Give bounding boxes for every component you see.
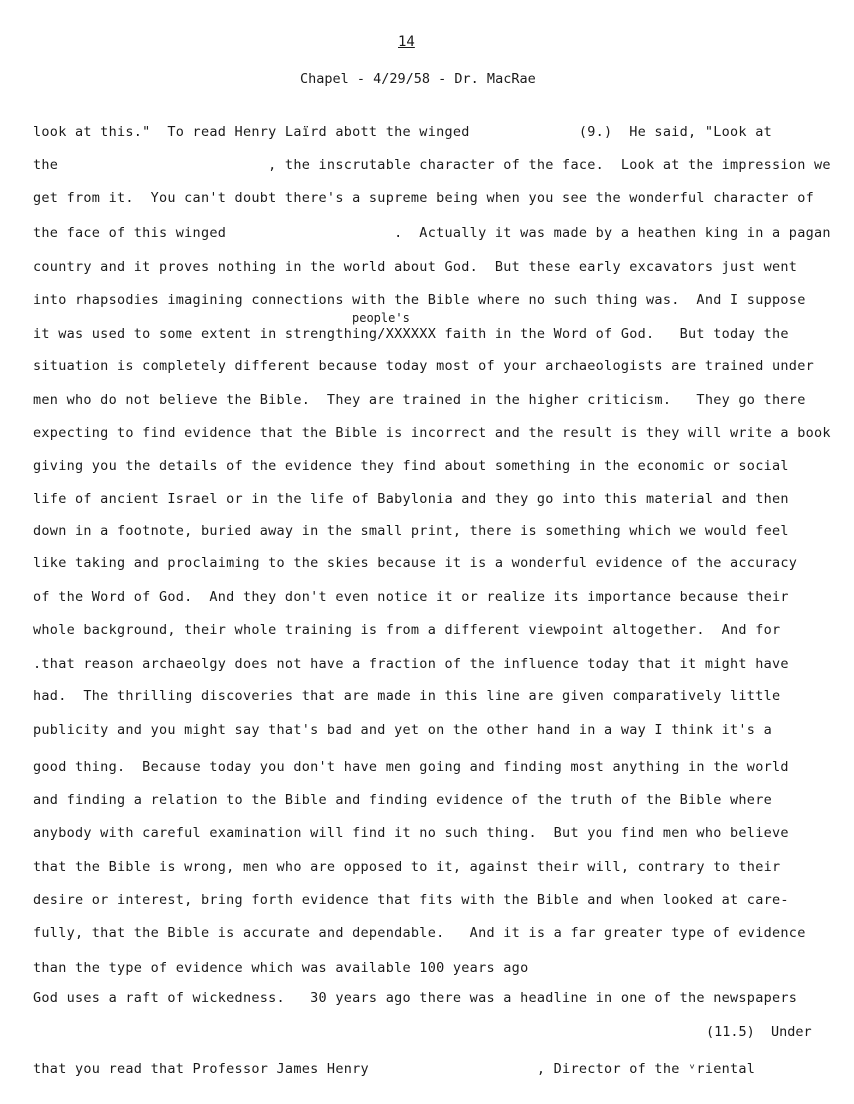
body-line-17: .that reason archaeolgy does not have a fraction of the influence today that it might have — [33, 656, 789, 672]
body-line-8: situation is completely different because today most of your archaeologists are trained under — [33, 358, 814, 374]
body-line-16: whole background, their whole training is from a different viewpoint altogether. And for — [33, 622, 781, 638]
body-line-13: down in a footnote, buried away in the small print, there is something which we would feel — [33, 523, 789, 539]
body-line-24: desire or interest, bring forth evidence that fits with the Bible and when looked at care- — [33, 892, 789, 908]
page-header: Chapel - 4/29/58 - Dr. MacRae — [300, 71, 536, 87]
body-line-5: country and it proves nothing in the world about God. But these early excavators just went — [33, 259, 798, 275]
body-line-25: fully, that the Bible is accurate and dependable. And it is a far greater type of evidence — [33, 925, 806, 941]
body-line-21: and finding a relation to the Bible and finding evidence of the truth of the Bible where — [33, 792, 772, 808]
body-line-2: the , the inscrutable character of the face. Look at the impression we — [33, 157, 831, 173]
body-line-18: had. The thrilling discoveries that are made in this line are given comparatively little — [33, 688, 781, 704]
body-line-10: expecting to find evidence that the Bible is incorrect and the result is they will write a book — [33, 425, 831, 441]
body-line-9: men who do not believe the Bible. They are trained in the higher criticism. They go there — [33, 392, 806, 408]
body-line-4: the face of this winged . Actually it was made by a heathen king in a pagan — [33, 225, 831, 241]
body-line-20: good thing. Because today you don't have men going and finding most anything in the world — [33, 759, 789, 775]
margin-note: (11.5) Under — [706, 1024, 812, 1040]
body-line-23: that the Bible is wrong, men who are opposed to it, against their will, contrary to their — [33, 859, 781, 875]
body-line-14: like taking and proclaiming to the skies because it is a wonderful evidence of the accuracy — [33, 555, 798, 571]
body-line-15: of the Word of God. And they don't even notice it or realize its importance because their — [33, 589, 789, 605]
body-line-27: God uses a raft of wickedness. 30 years ago there was a headline in one of the newspapers — [33, 990, 798, 1006]
interlinear-insert: people's — [352, 311, 410, 325]
body-line-26: than the type of evidence which was available 100 years ago — [33, 960, 529, 976]
body-line-12: life of ancient Israel or in the life of Babylonia and they go into this material and then — [33, 491, 789, 507]
body-line-19: publicity and you might say that's bad and yet on the other hand in a way I think it's a — [33, 722, 772, 738]
final-line: that you read that Professor James Henry , Director of the ᵛriental — [33, 1061, 756, 1077]
page-number: 14 — [398, 34, 415, 50]
body-line-6: into rhapsodies imagining connections with the Bible where no such thing was. And I suppose — [33, 292, 806, 308]
body-line-11: giving you the details of the evidence they find about something in the economic or social — [33, 458, 789, 474]
body-line-7: it was used to some extent in strengthing/XXXXXX faith in the Word of God. But today the — [33, 326, 789, 342]
body-line-22: anybody with careful examination will find it no such thing. But you find men who believe — [33, 825, 789, 841]
body-line-1: look at this." To read Henry Laïrd abott the winged (9.) He said, "Look at — [33, 124, 772, 140]
body-line-3: get from it. You can't doubt there's a supreme being when you see the wonderful character of — [33, 190, 814, 206]
